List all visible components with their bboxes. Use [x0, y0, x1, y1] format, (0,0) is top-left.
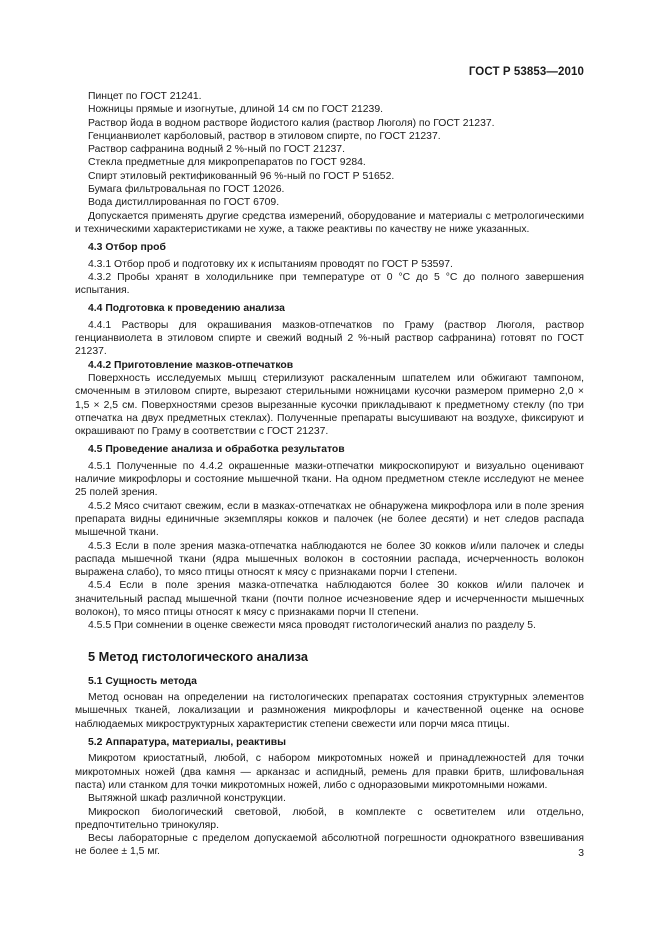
page-number: 3	[578, 848, 584, 859]
section-4-3-heading: 4.3 Отбор проб	[88, 242, 166, 254]
paragraph-5-1: Метод основан на определении на гистологических препаратах состояния структурных элементов мышечных тканей, локализации и размножения микрофлоры и качественной оценке на основе наблюдаемых микроструктурных характеристик степени свежести или порчи мяса птицы.	[75, 692, 584, 730]
section-4-5-heading: 4.5 Проведение анализа и обработка результатов	[88, 444, 345, 456]
paragraph-5-2-microtome: Микротом криостатный, любой, с набором микротомных ножей и принадлежностей для точки микротомных ножей (два камня — арканзас и аспидный, ремень для правки бритв, шлифовальная паста) или станком для точки микротомных ножей, либо с одноразовыми микротомными ножами.	[75, 753, 584, 791]
section-5-1-heading: 5.1 Сущность метода	[88, 675, 197, 687]
paragraph-5-2-scales: Весы лабораторные с пределом допускаемой абсолютной погрешности однократного взвешивания не более ± 1,5 мг.	[75, 833, 584, 858]
list-item: Стекла предметные для микропрепаратов по ГОСТ 9284.	[88, 157, 366, 169]
paragraph-4-5-4: 4.5.4 Если в поле зрения мазка-отпечатка наблюдаются более 30 кокков и/или палочек и значительный распад мышечной ткани (почти полное исчезновение ядер и исчерченности мышечных волокон), то мясо птицы относят к мясу с признаками порчи II степени.	[75, 580, 584, 618]
list-item: Раствор сафранина водный 2 %-ный по ГОСТ 21237.	[88, 144, 345, 156]
paragraph-4-5-3: 4.5.3 Если в поле зрения мазка-отпечатка наблюдаются не более 30 кокков и/или палочек и следы распада мышечной ткани (ядра мышечных волокон в состоянии распада, исчерченность волокон выражена слабо), то мясо птицы относят к мясу с признаками порчи I степени.	[75, 540, 584, 579]
list-item: Пинцет по ГОСТ 21241.	[88, 91, 202, 102]
list-item: Раствор йода в водном растворе йодистого калия (раствор Люголя) по ГОСТ 21237.	[88, 117, 495, 129]
allowance-paragraph: Допускается применять другие средства измерений, оборудование и материалы с метрологическими и техническими характеристиками не хуже, а также реактивы по качеству не ниже указанных.	[75, 210, 584, 235]
paragraph-5-2-fume-hood: Вытяжной шкаф различной конструкции.	[88, 793, 286, 805]
paragraph-4-5-1: 4.5.1 Полученные по 4.4.2 окрашенные мазки-отпечатки микроскопируют и визуально оценивают наличие микрофлоры и состояние мышечной ткани. На одном предметном стекле исследуют не менее 25 полей зрения.	[75, 460, 584, 499]
document-header: ГОСТ Р 53853—2010	[468, 66, 584, 78]
subsection-4-4-2-heading: 4.4.2 Приготовление мазков-отпечатков	[88, 359, 294, 371]
equipment-list	[75, 90, 584, 210]
paragraph-4-4-1: 4.4.1 Растворы для окрашивания мазков-отпечатков по Граму (раствор Люголя, раствор генцианвиолета в этиловом спирте и свежий водный 2 %-ный раствор сафранина) готовят по ГОСТ 21237.	[75, 319, 584, 358]
paragraph-4-3-1: 4.3.1 Отбор проб и подготовку их к испытаниям проводят по ГОСТ Р 53597.	[88, 258, 453, 270]
paragraph-5-2-microscope: Микроскоп биологический световой, любой, в комплекте с осветителем или отдельно, предпочтительно тринокуляр.	[75, 806, 584, 831]
paragraph-4-5-2: 4.5.2 Мясо считают свежим, если в мазках-отпечатках не обнаружена микрофлора или в поле зрения препарата видны единичные экземпляры кокков и палочек (не более десяти) и нет следов распада мышечной ткани.	[75, 500, 584, 539]
section-5-2-heading: 5.2 Аппаратура, материалы, реактивы	[88, 737, 286, 749]
list-item: Спирт этиловый ректификованный 96 %-ный по ГОСТ Р 51652.	[88, 170, 395, 182]
section-5-heading: 5 Метод гистологического анализа	[88, 648, 308, 664]
section-4-4-heading: 4.4 Подготовка к проведению анализа	[88, 303, 285, 315]
page-content	[75, 90, 584, 859]
paragraph-4-5-5: 4.5.5 При сомнении в оценке свежести мяса проводят гистологический анализ по разделу 5.	[88, 620, 536, 632]
list-item: Ножницы прямые и изогнутые, длиной 14 см по ГОСТ 21239.	[88, 104, 383, 116]
paragraph-4-3-2: 4.3.2 Пробы хранят в холодильнике при температуре от 0 °С до 5 °С до полного завершения испытания.	[75, 271, 584, 297]
paragraph-4-4-2: Поверхность исследуемых мышц стерилизуют раскаленным шпателем или обжигают тампоном, смоченным в этиловом спирте, вырезают стерильными ножницами кусочки размером примерно 2,0 × 1,5 × 2,5 см. Поверхностями срезов вырезанные кусочки прикладывают к предметному стеклу (по три отпечатка на двух предметных стеклах). Полученные препараты высушивают на воздухе, фиксируют и окрашивают по Граму в соответствии с ГОСТ 21237.	[75, 372, 584, 438]
list-item: Вода дистиллированная по ГОСТ 6709.	[88, 197, 280, 209]
list-item: Бумага фильтровальная по ГОСТ 12026.	[88, 184, 285, 196]
list-item: Генцианвиолет карболовый, раствор в этиловом спирте, по ГОСТ 21237.	[88, 130, 441, 142]
